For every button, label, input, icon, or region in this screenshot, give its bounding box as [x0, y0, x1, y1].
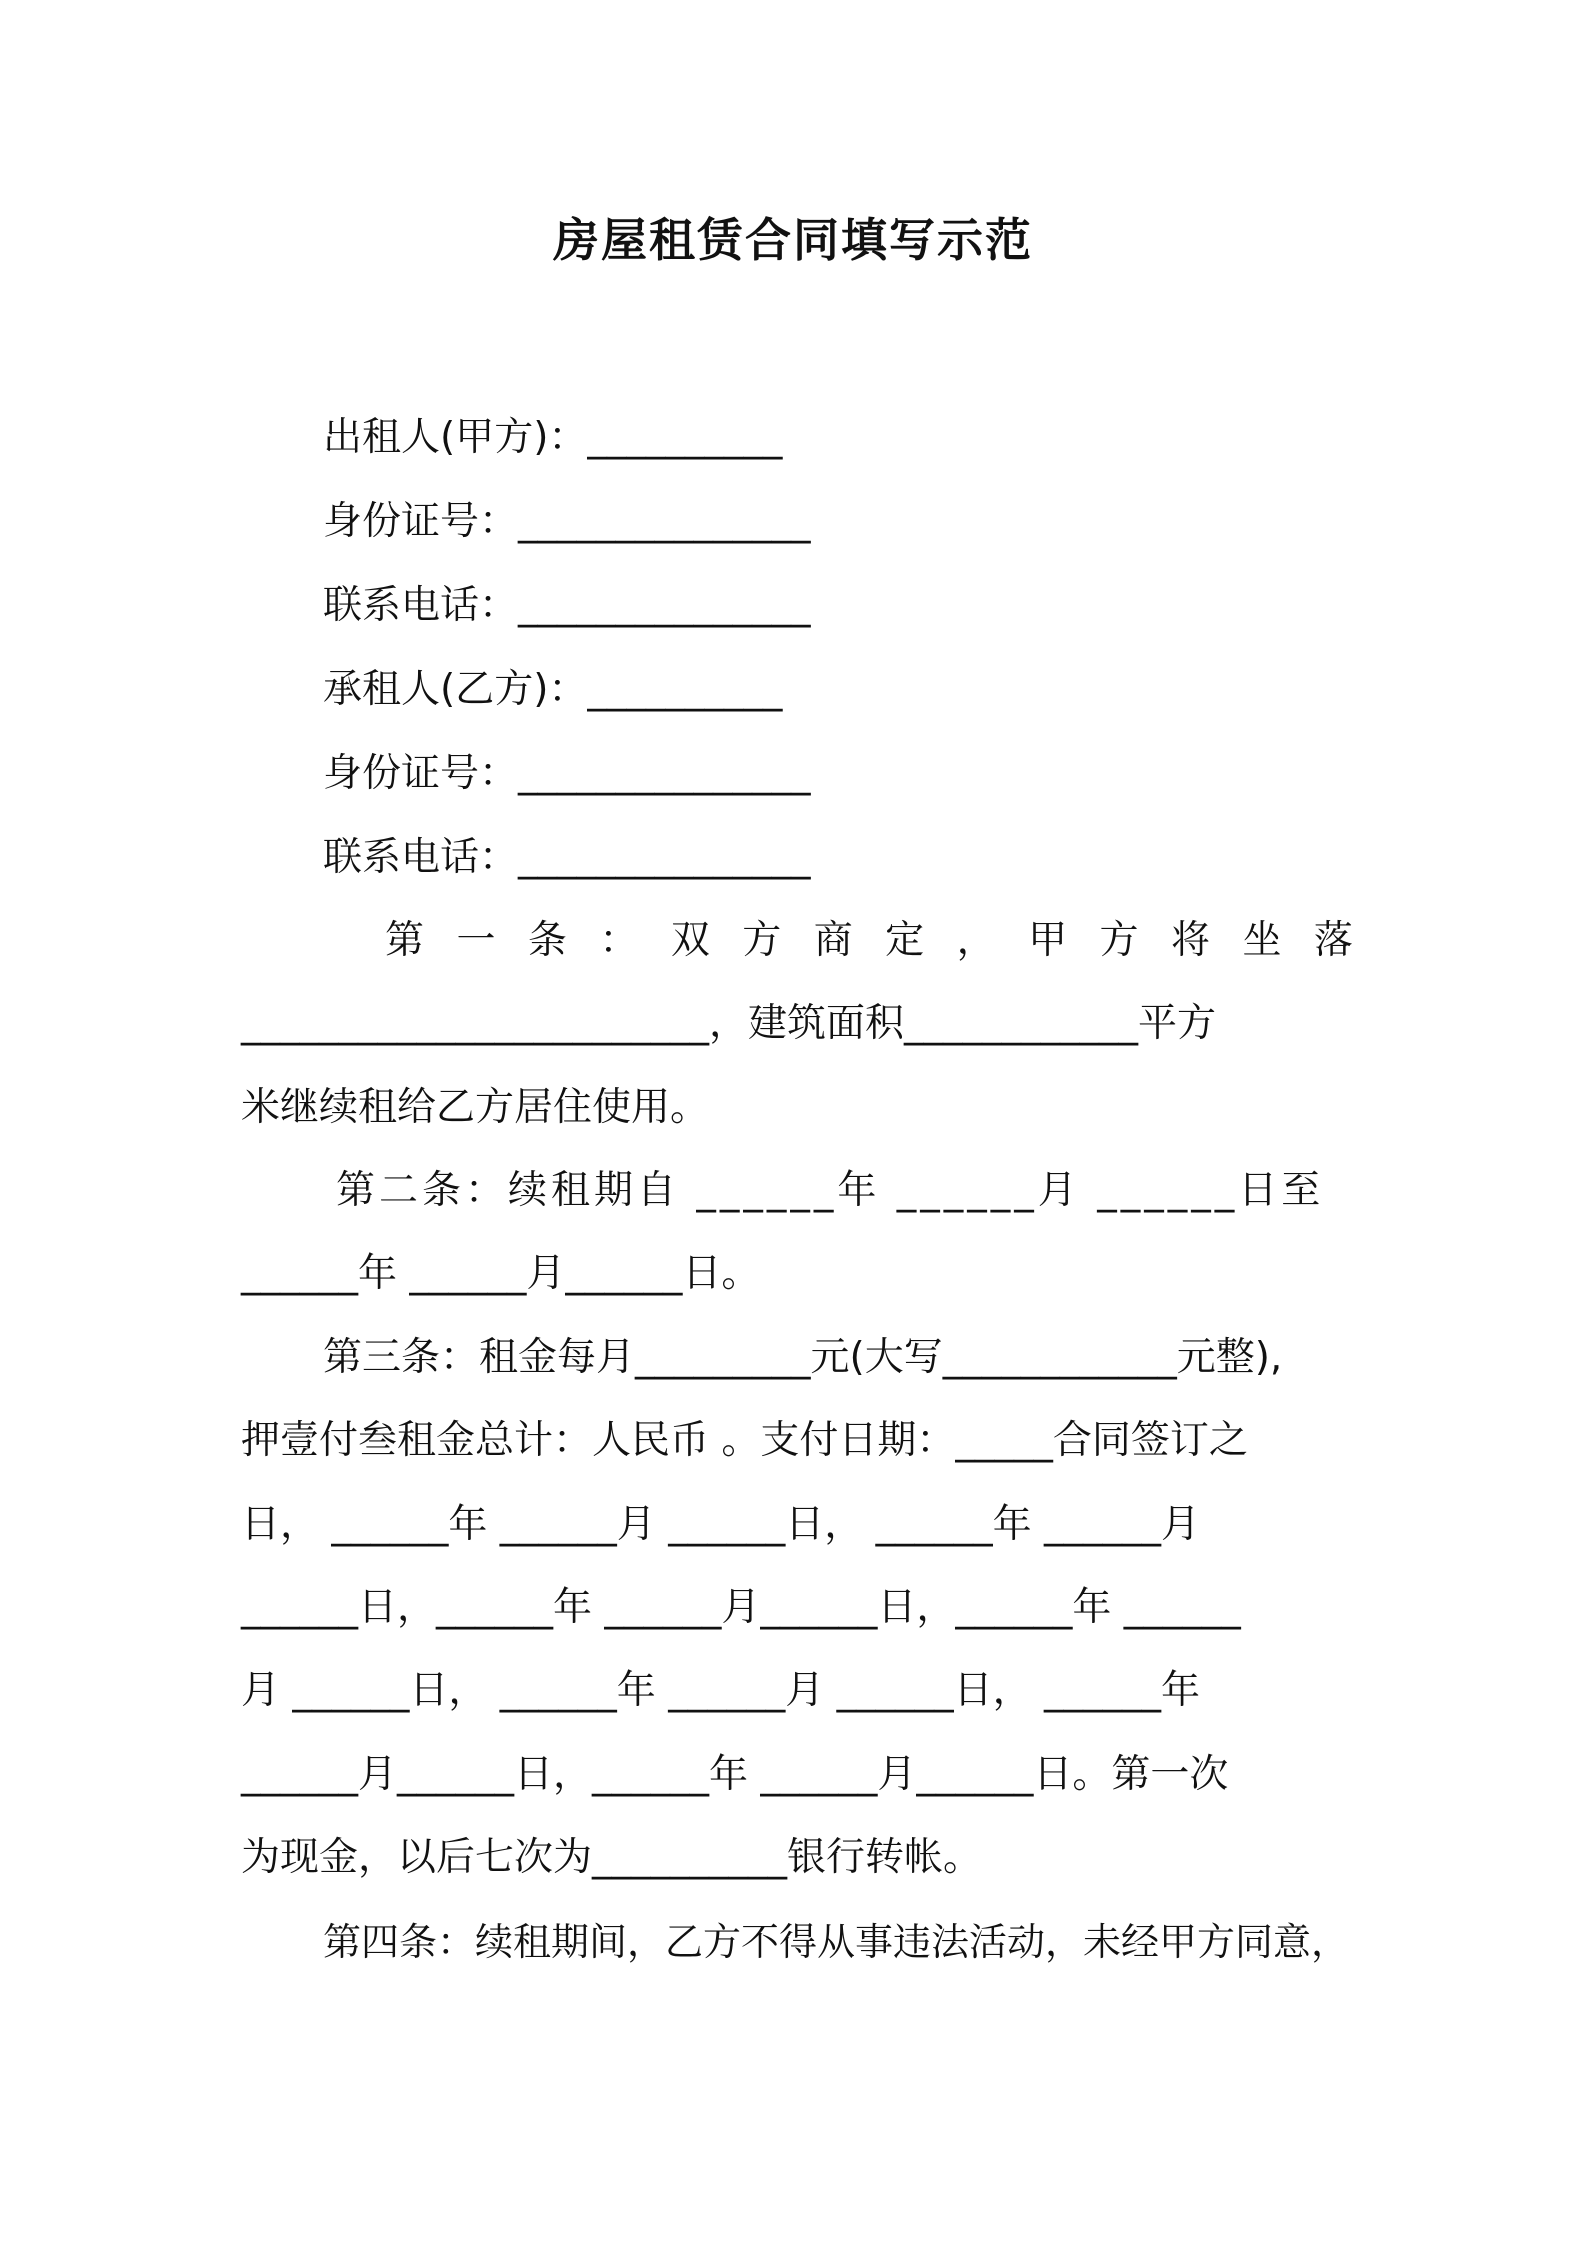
article-1-line-3: 米继续租给乙方居住使用。	[241, 1085, 710, 1130]
lessor-phone-field: 联系电话：_______________	[323, 583, 811, 628]
article-3-line-1: 第三条：租金每月_________元(大写____________元整),	[323, 1335, 1283, 1380]
article-3-line-2: 押壹付叁租金总计：人民币 。支付日期：_____合同签订之	[241, 1418, 1248, 1463]
article-3-line-6: ______月______日，______年 ______月______日。第一次	[241, 1752, 1229, 1797]
article-3-line-5: 月 ______日， ______年 ______月 ______日， ______年	[241, 1668, 1200, 1713]
article-2-line-2: ______年 ______月______日。	[241, 1251, 761, 1296]
lessor-id-field: 身份证号：_______________	[323, 499, 811, 544]
document-title: 房屋租赁合同填写示范	[553, 213, 1033, 267]
article-1-line-1: 第 一 条 ： 双 方 商 定 ， 甲 方 将 坐 落	[385, 918, 1353, 963]
article-4-line-1: 第四条：续租期间，乙方不得从事违法活动，未经甲方同意，	[323, 1920, 1350, 1964]
lessee-phone-field: 联系电话：_______________	[323, 835, 811, 880]
lessor-name-field: 出租人(甲方)：__________	[323, 415, 783, 460]
article-1-line-2: ________________________，建筑面积____________平方	[241, 1001, 1217, 1046]
lessee-name-field: 承租人(乙方)：__________	[323, 667, 783, 712]
lessee-id-field: 身份证号：_______________	[323, 751, 811, 796]
article-2-line-1: 第二条：续租期自 ______年 ______月 ______日至	[336, 1168, 1325, 1213]
article-3-line-7: 为现金，以后七次为__________银行转帐。	[241, 1835, 983, 1880]
article-3-line-3: 日， ______年 ______月 ______日， ______年 ______月	[241, 1502, 1200, 1547]
article-3-line-4: ______日，______年 ______月______日，______年 ______	[241, 1585, 1241, 1630]
